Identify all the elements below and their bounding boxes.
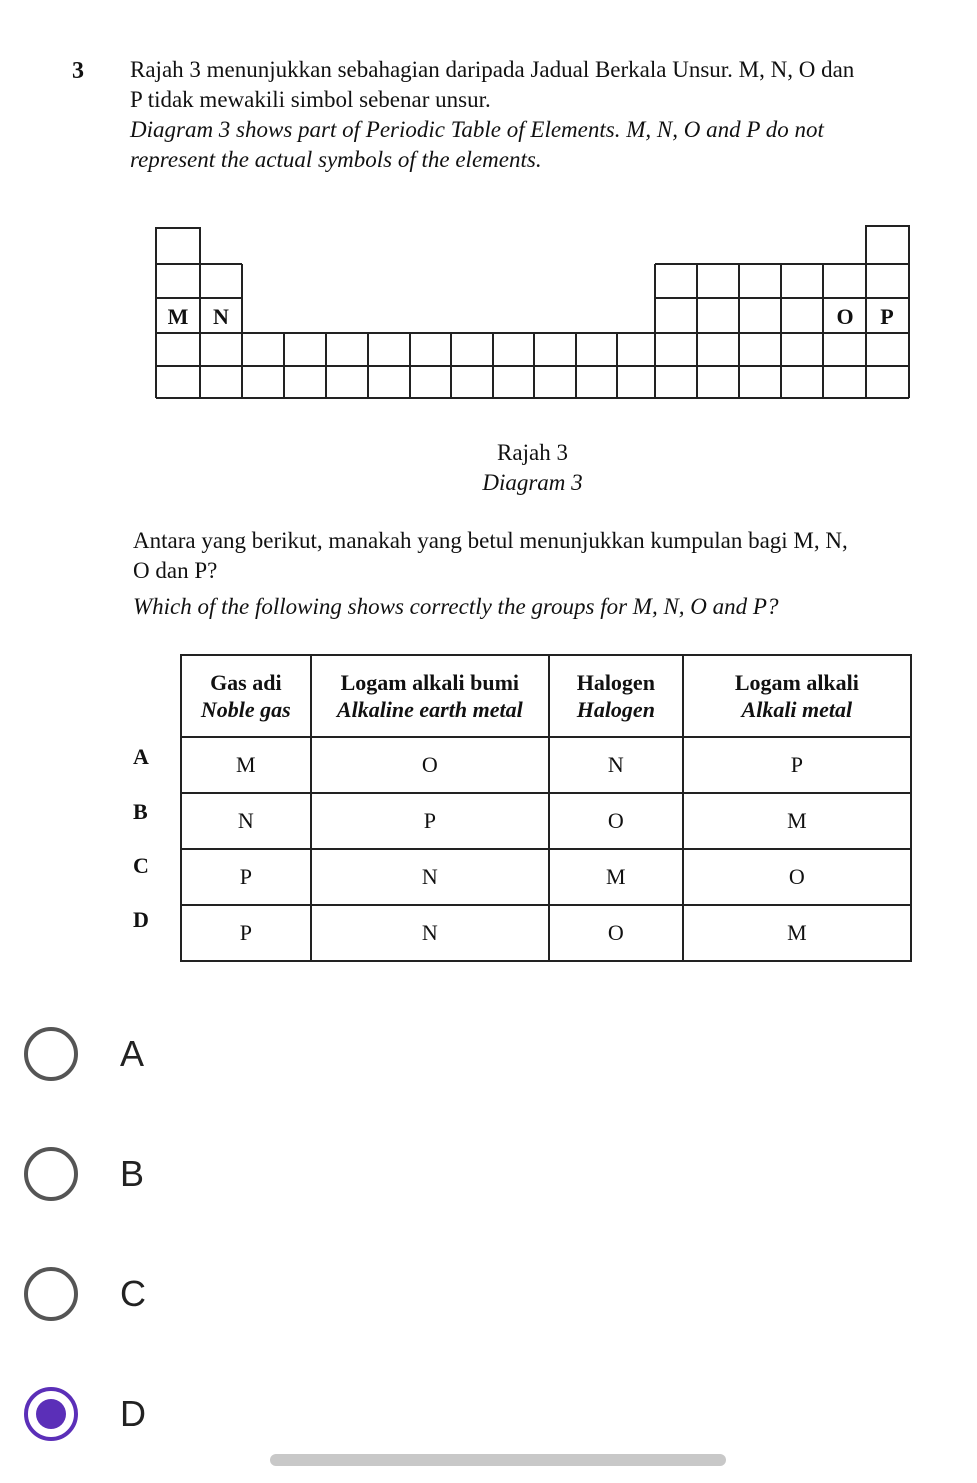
choice-c-label: C bbox=[120, 1273, 146, 1314]
pt-cell bbox=[156, 228, 200, 264]
table-row bbox=[181, 849, 911, 905]
prompt-malay-line1: Antara yang berikut, manakah yang betul menunjukkan kumpulan bagi M, N, bbox=[133, 528, 848, 553]
prompt-text bbox=[133, 526, 953, 622]
table-cell: M bbox=[181, 737, 311, 793]
question-malay-line2: P tidak mewakili simbol sebenar unsur. bbox=[130, 87, 491, 112]
table-cell: P bbox=[311, 793, 549, 849]
table-cell: M bbox=[683, 793, 911, 849]
question-english-line1: Diagram 3 shows part of Periodic Table of Elements. M, N, O and P do not bbox=[130, 117, 824, 142]
question-english-line2: represent the actual symbols of the elements. bbox=[130, 147, 542, 172]
table-cell: O bbox=[311, 737, 549, 793]
row-label-b: B bbox=[133, 799, 148, 824]
table-cell: P bbox=[181, 849, 311, 905]
table-cell: M bbox=[683, 905, 911, 961]
diagram-caption-malay: Rajah 3 bbox=[497, 440, 568, 465]
table-cell: O bbox=[683, 849, 911, 905]
table-cell: P bbox=[683, 737, 911, 793]
prompt-malay-line2: O dan P? bbox=[133, 558, 218, 583]
radio-unchecked-icon[interactable] bbox=[24, 1267, 78, 1321]
table-row bbox=[181, 793, 911, 849]
table-cell: N bbox=[311, 849, 549, 905]
table-cell: P bbox=[181, 905, 311, 961]
table-cell: O bbox=[549, 793, 683, 849]
radio-dot bbox=[36, 1399, 66, 1429]
pt-cell bbox=[866, 226, 909, 264]
header-halogen: Halogen Halogen bbox=[549, 655, 683, 737]
table-cell: N bbox=[181, 793, 311, 849]
periodic-table-diagram bbox=[0, 0, 977, 420]
table-cell: O bbox=[549, 905, 683, 961]
radio-unchecked-icon[interactable] bbox=[24, 1027, 78, 1081]
choice-a-label: A bbox=[120, 1033, 145, 1074]
radio-checked-icon[interactable] bbox=[24, 1387, 78, 1441]
row-label-c: C bbox=[133, 853, 149, 878]
table-header-row bbox=[181, 655, 911, 737]
pt-label-p: P bbox=[880, 304, 894, 329]
row-label-d: D bbox=[133, 907, 149, 932]
diagram-caption-english: Diagram 3 bbox=[482, 470, 583, 495]
choice-c[interactable] bbox=[24, 1262, 424, 1326]
pt-label-o: O bbox=[836, 304, 854, 329]
choice-a[interactable] bbox=[24, 1022, 424, 1086]
home-indicator[interactable] bbox=[270, 1454, 726, 1466]
table-cell: N bbox=[311, 905, 549, 961]
prompt-english: Which of the following shows correctly the groups for M, N, O and P? bbox=[133, 594, 779, 619]
choice-d[interactable] bbox=[24, 1382, 424, 1446]
table-cell: N bbox=[549, 737, 683, 793]
header-alkaline-earth-metal: Logam alkali bumi Alkaline earth metal bbox=[311, 655, 549, 737]
question-number: 3 bbox=[72, 58, 84, 84]
table-cell: M bbox=[549, 849, 683, 905]
row-label-a: A bbox=[133, 744, 149, 769]
question-malay-line1: Rajah 3 menunjukkan sebahagian daripada Jadual Berkala Unsur. M, N, O dan bbox=[130, 57, 855, 82]
pt-label-m: M bbox=[167, 304, 189, 329]
header-noble-gas: Gas adi Noble gas bbox=[181, 655, 311, 737]
radio-unchecked-icon[interactable] bbox=[24, 1147, 78, 1201]
table-row bbox=[181, 905, 911, 961]
header-alkali-metal: Logam alkali Alkali metal bbox=[683, 655, 911, 737]
pt-label-n: N bbox=[213, 304, 229, 329]
pt-column-lines bbox=[242, 226, 866, 398]
options-table bbox=[180, 654, 912, 962]
table-row bbox=[181, 737, 911, 793]
choice-d-label: D bbox=[120, 1393, 146, 1434]
choice-b[interactable] bbox=[24, 1142, 424, 1206]
choice-b-label: B bbox=[120, 1153, 145, 1194]
